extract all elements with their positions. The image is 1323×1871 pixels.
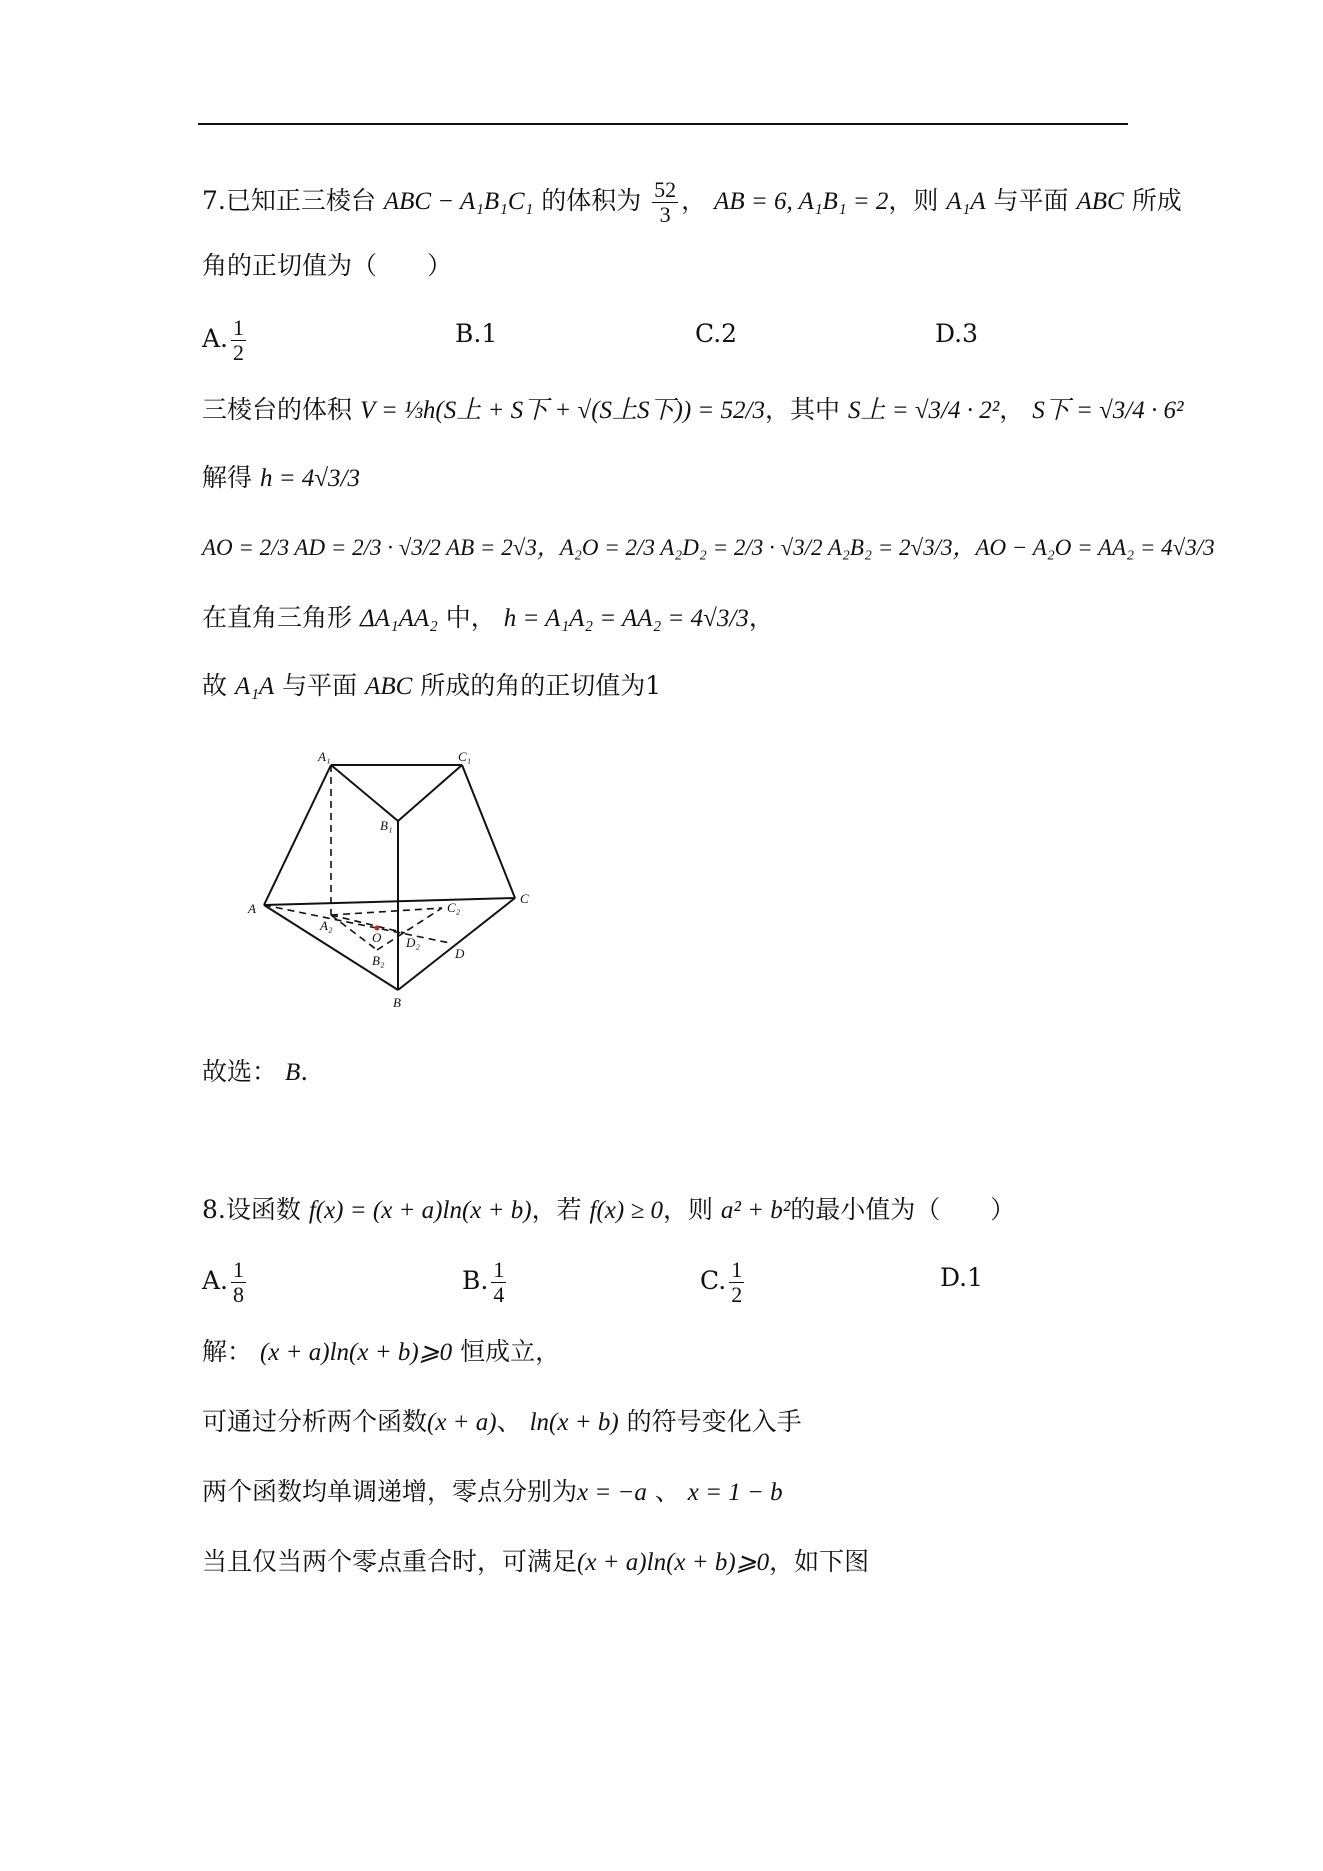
q7-stem-text: 与平面 — [993, 186, 1069, 215]
label-a1: A₁ — [318, 749, 331, 764]
q7-stem-text: 7.已知正三棱台 — [202, 186, 376, 215]
volume-formula: V = ⅓h(S上 + S下 + √(S上S下)) = 52/3 — [359, 397, 765, 424]
q7-option-c: C.2 — [695, 319, 738, 348]
solution-text: ，如下图 — [769, 1547, 870, 1576]
solution-text: 解： — [202, 1337, 253, 1366]
inequality-expr: (x + a)ln(x + b)⩾0 — [577, 1549, 770, 1576]
edge-b1-c1 — [398, 765, 462, 821]
q7-solution-line2 — [202, 462, 360, 495]
fraction-denominator: 3 — [659, 202, 671, 227]
fraction-numerator: 1 — [233, 1257, 245, 1282]
fraction-denominator: 4 — [493, 1282, 505, 1307]
q8-option-a — [202, 1258, 249, 1307]
solution-text: 在直角三角形 — [202, 603, 353, 632]
lower-area-formula: S下 = √3/4 · 6² — [1032, 397, 1184, 424]
q7-option-b: B.1 — [455, 319, 498, 348]
edge-a1-a — [264, 765, 331, 905]
fraction-denominator: 2 — [731, 1282, 743, 1307]
solution-text: 故 — [202, 671, 228, 700]
label-c1: C₁ — [458, 749, 472, 764]
height-equality: h = A₁A₂ = AA₂ = 4√3/3 — [503, 605, 749, 632]
height-result: h = 4√3/3 — [259, 465, 361, 492]
plane-name: ABC — [365, 673, 413, 700]
q8-solution-line4 — [202, 1546, 869, 1579]
zero-point-2: x = 1 − b — [687, 1479, 783, 1506]
zero-point-1: x = −a — [577, 1479, 647, 1506]
q7-solution-line1: 三棱台的体积 V = ⅓h(S上 + S下 + √(S上S下)) = 52/3，其中 S上 = √3/4 · 2²， S下 = √3/4 · 6² — [202, 395, 1184, 424]
q8-condition: f(x) ≥ 0 — [589, 1197, 663, 1224]
segment-a2-c2 — [331, 908, 442, 915]
q7-stem-text: 的体积为 — [541, 186, 642, 215]
edge-c1-c — [462, 765, 515, 898]
q7-option-d: D.3 — [935, 319, 979, 348]
fraction-denominator: 2 — [233, 340, 245, 365]
q7-stem-text: ，则 — [888, 186, 939, 215]
linear-factor: (x + a) — [427, 1409, 497, 1436]
label-b1: B₁ — [380, 818, 393, 833]
q7-stem-text: 所成 — [1131, 186, 1182, 215]
fraction-numerator: 52 — [654, 177, 677, 202]
q7-answer-line: 故选： B. — [202, 1057, 309, 1086]
answer-prefix: 故选： — [202, 1057, 278, 1086]
q7-frustum-name: ABC − A₁B₁C₁ — [383, 188, 534, 215]
option-label: A. — [202, 324, 229, 353]
solution-text: 恒成立， — [460, 1337, 561, 1366]
log-factor: ln(x + b) — [529, 1409, 619, 1436]
label-a: A — [248, 901, 256, 916]
triangle-name: ΔA₁AA₂ — [359, 605, 438, 632]
option-fraction — [231, 316, 246, 365]
option-fraction — [231, 1258, 246, 1307]
option-label: A. — [202, 1266, 229, 1295]
q7-solution-line3 — [202, 532, 1215, 564]
q8-stem-text: ，则 — [662, 1195, 713, 1224]
q8-stem-text: ，若 — [531, 1195, 582, 1224]
header-rule — [198, 123, 1128, 125]
q8-target-expr: a² + b² — [720, 1197, 791, 1224]
q8-option-d: D.1 — [940, 1263, 984, 1292]
solution-text: 所成的角的正切值为1 — [420, 671, 662, 700]
q7-solution-line5 — [202, 670, 661, 703]
solution-text: 可通过分析两个函数 — [202, 1407, 428, 1436]
q7-solution-line4: 在直角三角形 ΔA₁AA₂ 中， h = A₁A₂ = AA₂ = 4√3/3， — [202, 603, 774, 632]
fraction-numerator: 1 — [233, 315, 245, 340]
label-d2: D₂ — [406, 935, 420, 950]
q8-stem-text: 的最小值为（ ） — [790, 1195, 1016, 1224]
solution-text: 三棱台的体积 — [202, 395, 353, 424]
q8-stem-text: 8.设函数 — [202, 1195, 301, 1224]
solution-text: ，其中 — [765, 395, 841, 424]
label-b: B — [393, 995, 401, 1010]
q8-function-def: f(x) = (x + a)ln(x + b) — [308, 1197, 532, 1224]
q7-option-a — [202, 316, 249, 365]
option-fraction — [729, 1258, 744, 1307]
upper-area-formula: S上 = √3/4 · 2² — [847, 397, 1000, 424]
q8-solution-line1 — [202, 1336, 560, 1369]
solution-text: 的符号变化入手 — [626, 1407, 802, 1436]
option-fraction — [491, 1258, 506, 1307]
q8-stem-line — [202, 1194, 1015, 1227]
q7-stem-line2: 角的正切值为（ ） — [202, 251, 453, 280]
solution-text: 、 — [496, 1407, 522, 1436]
edge-name: A₁A — [234, 673, 275, 700]
label-o: O — [372, 930, 382, 945]
option-label: C. — [700, 1266, 727, 1295]
answer-value: B — [284, 1059, 301, 1086]
q7-volume-fraction — [652, 178, 678, 227]
q7-stem-line1: 7.已知正三棱台 ABC − A₁B₁C₁ 的体积为 $\frac{52}{3}$ ， AB = 6, A₁B₁ = 2，则 A₁A 与平面 ABC 所成 — [202, 177, 1182, 227]
q7-plane-name: ABC — [1076, 188, 1124, 215]
q8-option-c — [700, 1258, 747, 1307]
edge-a-c — [264, 898, 515, 905]
fraction-numerator: 1 — [493, 1257, 505, 1282]
edge-a1-b1 — [331, 765, 398, 821]
q8-solution-line3 — [202, 1476, 783, 1509]
solution-text: 解得 — [202, 463, 253, 492]
q8-option-b — [462, 1258, 509, 1307]
option-label: B. — [462, 1266, 489, 1295]
q7-edge-lengths: AB = 6, A₁B₁ = 2 — [714, 188, 889, 215]
label-a2: A₂ — [320, 918, 333, 933]
solution-text: 与平面 — [282, 671, 358, 700]
segment-a-d — [264, 905, 450, 943]
q8-solution-line2 — [202, 1406, 802, 1439]
label-d: D — [455, 946, 465, 961]
frustum-figure — [240, 745, 540, 1015]
solution-text: 两个函数均单调递增，零点分别为 — [202, 1477, 578, 1506]
fraction-denominator: 8 — [233, 1282, 245, 1307]
inequality-expr: (x + a)ln(x + b)⩾0 — [259, 1339, 453, 1366]
label-b2: B₂ — [372, 953, 385, 968]
solution-text: 当且仅当两个零点重合时，可满足 — [202, 1547, 578, 1576]
solution-text: 、 — [654, 1477, 680, 1506]
label-c: C — [520, 891, 529, 906]
fraction-numerator: 1 — [731, 1257, 743, 1282]
q7-edge-name: A₁A — [946, 188, 986, 215]
solution-text: 中， — [445, 603, 496, 632]
label-c2: C₂ — [447, 900, 461, 915]
length-derivation: AO = 2/3 AD = 2/3 · √3/2 AB = 2√3，A₂O = 2/3 A₂D₂ = 2/3 · √3/2 A₂B₂ = 2√3/3，AO − A₂O = AA₂ = 4√3/3 — [202, 535, 1215, 560]
